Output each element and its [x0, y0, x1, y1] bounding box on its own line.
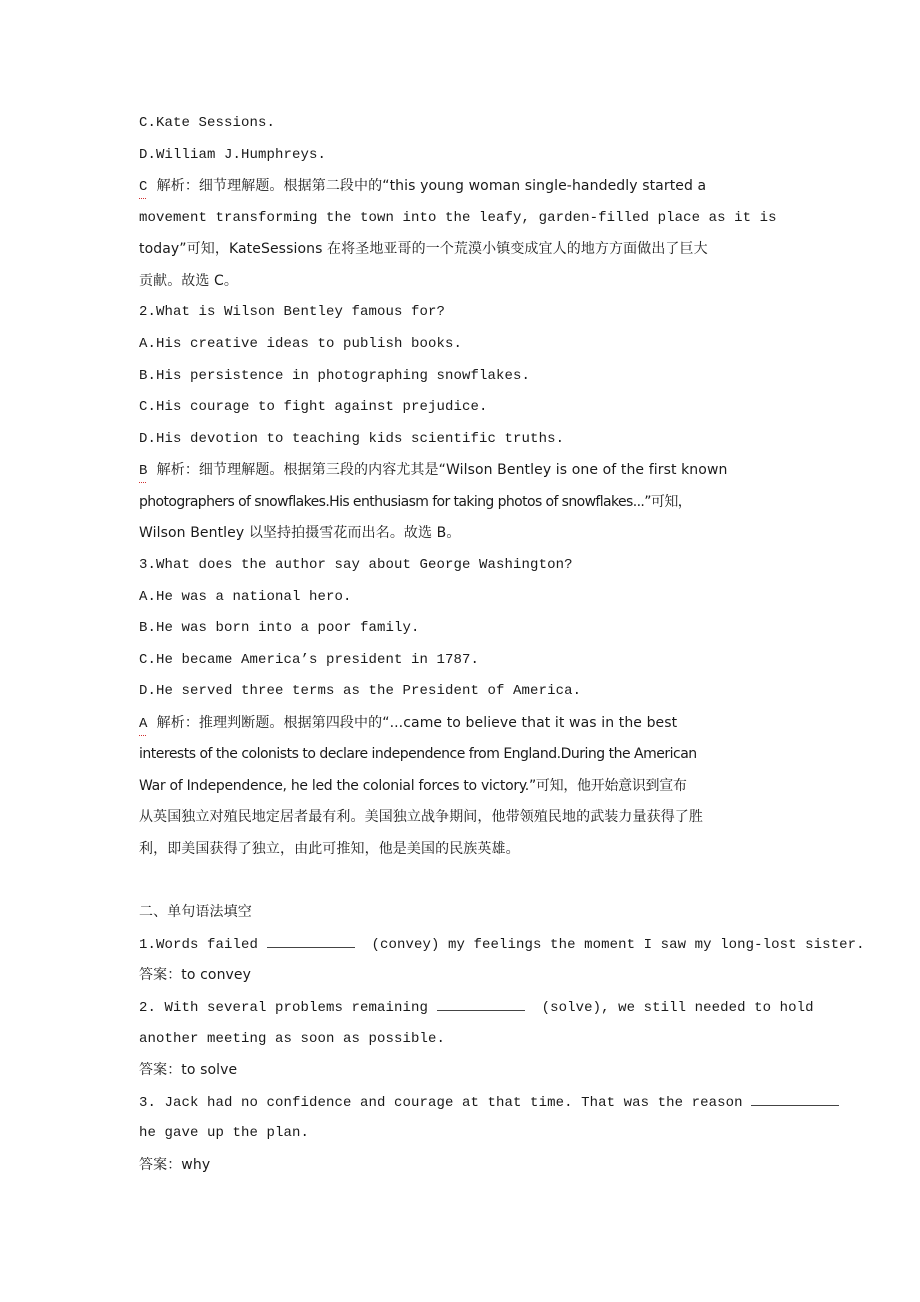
q3-analysis-line-3: War of Independence, he led the colonial forces to victory.”可知，他开始意识到宣布 [139, 778, 687, 794]
q3-answer-letter: A [139, 716, 148, 732]
q3-question: 3.What does the author say about George Washington? [139, 557, 573, 573]
q2-option-d: D.His devotion to teaching kids scientific truths. [139, 431, 565, 447]
q2-option-b: B.His persistence in photographing snowflakes. [139, 368, 531, 384]
fill-answer-3: 答案：why [139, 1157, 211, 1173]
q1-analysis-line-2: movement transforming the town into the leafy, garden-filled place as it is [139, 210, 777, 226]
fill-item-2: 2. With several problems remaining (solve), we still needed to hold [139, 1000, 814, 1016]
fill-answer-1: 答案：to convey [139, 967, 252, 983]
section-title: 二、单句语法填空 [139, 904, 252, 920]
q3-option-a: A.He was a national hero. [139, 589, 352, 605]
q1-analysis-line-3: today”可知，KateSessions 在将圣地亚哥的一个荒漠小镇变成宜人的地方方面做出了巨大 [139, 241, 708, 257]
q3-analysis-line-5: 利，即美国获得了独立，由此可推知，他是美国的民族英雄。 [139, 841, 520, 857]
fill-item-3-continuation: he gave up the plan. [139, 1125, 310, 1141]
q2-analysis-line-1: B 解析：细节理解题。根据第三段的内容尤其是“Wilson Bentley is one of the first known [139, 462, 728, 479]
fill-item-1: 1.Words failed (convey) my feelings the moment I saw my long-lost sister. [139, 937, 865, 953]
fill-item-3: 3. Jack had no confidence and courage at that time. That was the reason [139, 1093, 839, 1112]
q3-option-d: D.He served three terms as the President of America. [139, 683, 582, 699]
q3-option-b: B.He was born into a poor family. [139, 620, 420, 636]
q3-analysis-line-1: A 解析：推理判断题。根据第四段中的“...came to believe that it was in the best [139, 715, 678, 732]
q2-analysis-line-3: Wilson Bentley 以坚持拍摄雪花而出名。故选 B。 [139, 525, 461, 541]
q2-option-a: A.His creative ideas to publish books. [139, 336, 463, 352]
q1-option-d: D.William J.Humphreys. [139, 147, 327, 163]
q3-analysis-line-2: interests of the colonists to declare independence from England.During the American [139, 746, 697, 762]
q3-analysis-line-4: 从英国独立对殖民地定居者最有利。美国独立战争期间，他带领殖民地的武装力量获得了胜 [139, 809, 703, 825]
q1-option-c: C.Kate Sessions. [139, 115, 276, 131]
q2-analysis-line-2: photographers of snowflakes.His enthusiasm for taking photos of snowflakes...”可知， [139, 494, 692, 510]
answer-blank [751, 1093, 839, 1106]
q1-analysis-line-1: C 解析：细节理解题。根据第二段中的“this young woman single-handedly started a [139, 178, 707, 195]
q2-question: 2.What is Wilson Bentley famous for? [139, 304, 446, 320]
q2-option-c: C.His courage to fight against prejudice. [139, 399, 488, 415]
q1-analysis-line-4: 贡献。故选 C。 [139, 273, 239, 289]
q2-answer-letter: B [139, 463, 148, 479]
fill-answer-2: 答案：to solve [139, 1062, 238, 1078]
answer-blank [437, 998, 525, 1011]
answer-blank [267, 935, 355, 948]
q3-option-c: C.He became America’s president in 1787. [139, 652, 480, 668]
q1-answer-letter: C [139, 179, 148, 195]
fill-item-2-continuation: another meeting as soon as possible. [139, 1031, 446, 1047]
